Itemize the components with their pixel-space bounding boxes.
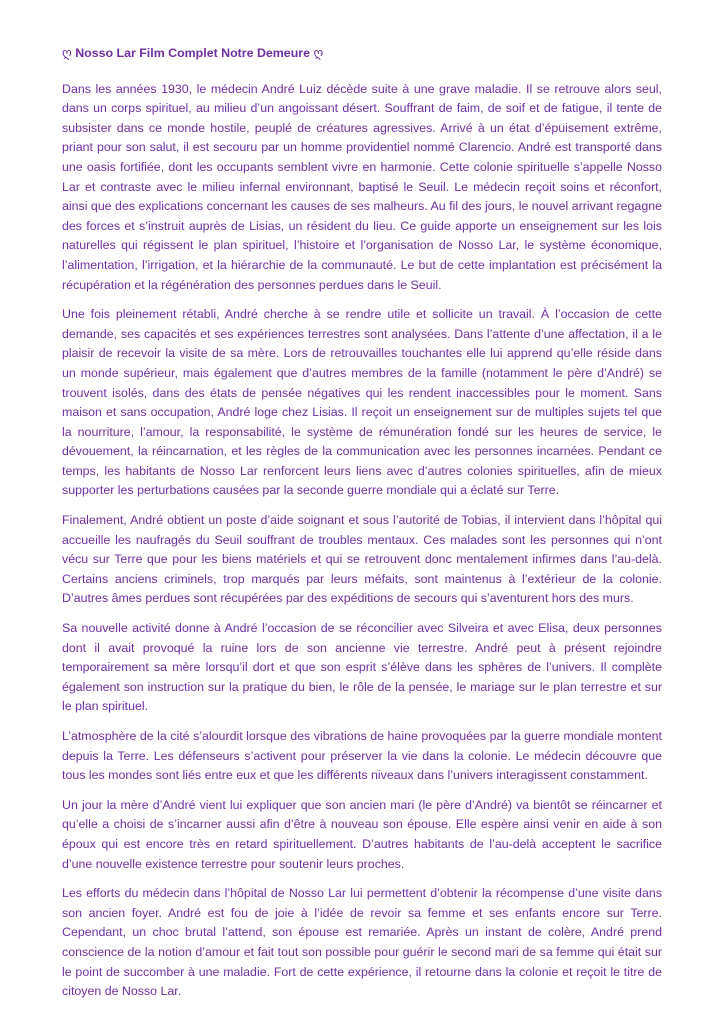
heart-ornament-right: ღ [313,46,324,60]
heart-ornament-left: ღ [62,46,72,60]
paragraph-4: Sa nouvelle activité donne à André l’occasion de se réconcilier avec Silveira et avec Elisa, deux personnes dont il avait provoqué la ruine lors de son ancienne vie terrestre. André peut à présent rejoindre temporairement sa mère lorsqu’il dort et que son esprit s’élève dans les sphères de l’univers. Il complète également son instruction sur la pratique du bien, le rôle de la pensée, le mariage sur le plan terrestre et sur le plan spirituel. [62,621,662,714]
document-page [62,44,662,1012]
paragraph-1: Dans les années 1930, le médecin André Luiz décède suite à une grave maladie. Il se retrouve alors seul, dans un corps spirituel, au milieu d’un angoissant désert. Souffrant de faim, de soif et de fatigue, il tente de subsister dans ce monde hostile, peuplé de créatures agressives. Arrivé à un état d’épuisement extrême, priant pour son salut, il est secouru par un homme providentiel nommé Clarencio. André est transporté dans une oasis fortifiée, dont les occupants semblent vivre en harmonie. Cette colonie spirituelle s’appelle Nosso Lar et contraste avec le milieu infernal environnant, baptisé le Seuil. Le médecin reçoit soins et réconfort, ainsi que des explications concernant les causes de ses malheurs. Au fil des jours, le nouvel arrivant regagne des forces et s’instruit auprès de Lisias, un résident du lieu. Ce guide apporte un enseignement sur les lois naturelles qui régissent le plan spirituel, l’histoire et l’organisation de Nosso Lar, le système économique, l’alimentation, l’irrigation, et la hiérarchie de la communauté. Le but de cette implantation est précisément la récupération et la régénération des personnes perdues dans le Seuil. [62,81,662,292]
paragraph-2: Une fois pleinement rétabli, André cherche à se rendre utile et sollicite un travail. À l’occasion de cette demande, ses capacités et ses expériences terrestres sont analysées. Dans l’attente d’une affectation, il a le plaisir de recevoir la visite de sa mère. Lors de retrouvailles touchantes elle lui apprend qu’elle réside dans un monde supérieur, mais également que d’autres membres de la famille (notamment le père d’André) se trouvent isolés, dans des états de pensée négatives qui les rendent inaccessibles pour le moment. Sans maison et sans occupation, André loge chez Lisias. Il reçoit un enseignement sur de multiples sujets tel que la nourriture, l’amour, la responsabilité, le système de rémunération fondé sur les heures de service, le dévouement, la réincarnation, et les règles de la communication avec les personnes incarnées. Pendant ce temps, les habitants de Nosso Lar renforcent leurs liens avec d’autres colonies spirituelles, afin de mieux supporter les perturbations causées par la seconde guerre mondiale qui a éclaté sur Terre. [62,307,662,498]
document-title-text: Nosso Lar Film Complet Notre Demeure [75,46,310,60]
paragraph-6: Un jour la mère d’André vient lui expliquer que son ancien mari (le père d’André) va bientôt se réincarner et qu’elle a choisi de s’incarner aussi afin d’être à nouveau son épouse. Elle espère ainsi venir en aide à son époux qui est encore très en retard spirituellement. D’autres habitants de l’au-delà acceptent le sacrifice d’une nouvelle existence terrestre pour soutenir leurs proches. [62,797,662,871]
paragraph-7: Les efforts du médecin dans l’hôpital de Nosso Lar lui permettent d’obtenir la récompense d’une visite dans son ancien foyer. André est fou de joie à l’idée de revoir sa femme et ses enfants encore sur Terre. Cependant, un choc brutal l’attend, son épouse est remariée. Après un instant de colère, André prend conscience de la notion d’amour et fait tout son possible pour guérir le second mari de sa femme qui était sur le point de succomber à une maladie. Fort de cette expérience, il retourne dans la colonie et reçoit le titre de citoyen de Nosso Lar. [62,886,662,999]
paragraph-5: L’atmosphère de la cité s’alourdit lorsque des vibrations de haine provoquées par la guerre mondiale montent depuis la Terre. Les défenseurs s’activent pour préserver la vie dans la colonie. Le médecin découvre que tous les mondes sont liés entre eux et que les différents niveaux dans l’univers interagissent constamment. [62,729,662,783]
paragraph-3: Finalement, André obtient un poste d’aide soignant et sous l’autorité de Tobias, il intervient dans l’hôpital qui accueille les naufragés du Seuil souffrant de troubles mentaux. Ces malades sont les personnes qui n’ont vécu sur Terre que pour les biens matériels et qui se retrouvent donc mentalement infirmes dans l’au-delà. Certains anciens criminels, trop marqués par leurs méfaits, sont maintenus à l’extérieur de la colonie. D’autres âmes perdues sont récupérées par des expéditions de secours qui s’aventurent hors des murs. [62,513,662,606]
document-title [62,44,662,64]
